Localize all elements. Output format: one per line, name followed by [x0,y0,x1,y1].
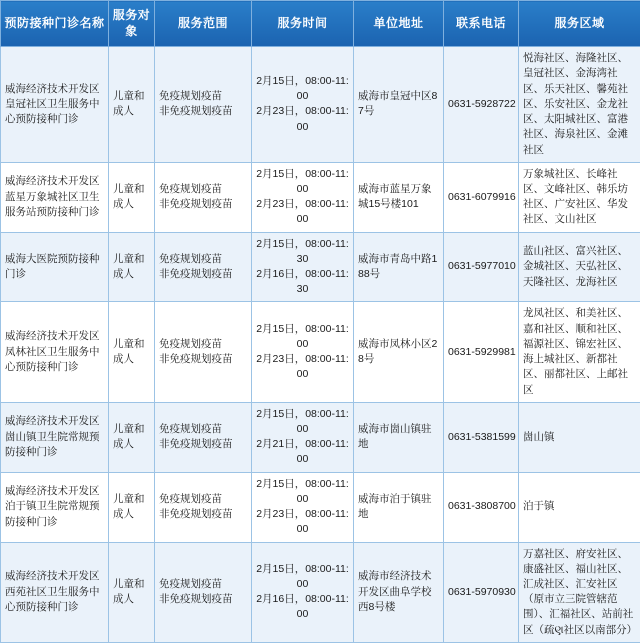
cell-service-scope [155,472,252,542]
cell-unit-address: 威海市泊于镇驻地 [354,472,444,542]
cell-service-time [252,542,354,642]
scope-line-2: 非免疫规划疫苗 [159,267,247,282]
cell-service-target: 儿童和成人 [109,232,155,302]
cell-service-time [252,402,354,472]
time-line-2: 2月23日，08:00-11:00 [256,352,349,382]
cell-contact-phone: 0631-3808700 [444,472,519,542]
cell-service-target: 儿童和成人 [109,402,155,472]
cell-service-area: 万嘉社区、府安社区、康盛社区、福山社区、汇成社区、汇安社区（原市立三院管辖范围）、汇福社区、站前社区（疏ણ社区以南部分） [519,542,640,642]
scope-line-1: 免疫规划疫苗 [159,182,247,197]
column-header-clinic-name: 预防接种门诊名称 [1,1,109,47]
cell-service-target: 儿童和成人 [109,542,155,642]
scope-line-1: 免疫规划疫苗 [159,89,247,104]
cell-clinic-name: 威海经济技术开发区蓝星万象城社区卫生服务站预防接种门诊 [1,162,109,232]
cell-service-time [252,232,354,302]
cell-service-scope [155,402,252,472]
column-header-service-target: 服务对象 [109,1,155,47]
cell-service-time [252,472,354,542]
table-row [1,472,640,542]
cell-service-area: 悦海社区、海隆社区、皇冠社区、金海湾社区、乐天社区、馨苑社区、乐安社区、金龙社区、太阳城社区、富港社区、海泉社区、金滩社区 [519,47,640,163]
scope-line-2: 非免疫规划疫苗 [159,352,247,367]
cell-service-area: 蓝山社区、富兴社区、金城社区、天弘社区、天隆社区、龙海社区 [519,232,640,302]
cell-service-scope [155,542,252,642]
scope-line-2: 非免疫规划疫苗 [159,507,247,522]
table-body [1,47,640,643]
time-line-1: 2月15日，08:00-11:00 [256,74,349,104]
cell-service-target: 儿童和成人 [109,162,155,232]
time-line-1: 2月15日，08:00-11:00 [256,477,349,507]
scope-line-1: 免疫规划疫苗 [159,492,247,507]
table-header [1,1,640,47]
cell-clinic-name: 威海经济技术开发区泊于镇卫生院常规预防接种门诊 [1,472,109,542]
cell-unit-address: 威海市蓝星万象城15号楼101 [354,162,444,232]
cell-service-target: 儿童和成人 [109,47,155,163]
cell-clinic-name: 威海经济技术开发区西苑社区卫生服务中心预防接种门诊 [1,542,109,642]
cell-unit-address: 威海市皇冠中区87号 [354,47,444,163]
cell-contact-phone: 0631-5381599 [444,402,519,472]
cell-contact-phone: 0631-6079916 [444,162,519,232]
time-line-1: 2月15日，08:00-11:00 [256,562,349,592]
scope-line-2: 非免疫规划疫苗 [159,437,247,452]
cell-service-area: 万象城社区、长峰社区、文峰社区、韩乐坊社区、广安社区、华发社区、文山社区 [519,162,640,232]
cell-clinic-name: 威海大医院预防接种门诊 [1,232,109,302]
scope-line-2: 非免疫规划疫苗 [159,592,247,607]
table-row [1,542,640,642]
cell-service-area: 龙凤社区、和美社区、嘉和社区、顺和社区、福源社区、锦宏社区、海上城社区、新都社区、丽都社区、上邮社区 [519,302,640,402]
time-line-1: 2月15日，08:00-11:00 [256,322,349,352]
cell-service-time [252,162,354,232]
cell-service-scope [155,302,252,402]
table-row [1,162,640,232]
cell-service-target: 儿童和成人 [109,472,155,542]
cell-contact-phone: 0631-5970930 [444,542,519,642]
column-header-contact-phone: 联系电话 [444,1,519,47]
scope-line-2: 非免疫规划疫苗 [159,197,247,212]
cell-service-scope [155,162,252,232]
scope-line-1: 免疫规划疫苗 [159,422,247,437]
time-line-1: 2月15日，08:00-11:30 [256,237,349,267]
cell-clinic-name: 威海经济技术开发区凤林社区卫生服务中心预防接种门诊 [1,302,109,402]
column-header-service-scope: 服务范围 [155,1,252,47]
cell-unit-address: 威海市崮山镇驻地 [354,402,444,472]
column-header-unit-address: 单位地址 [354,1,444,47]
cell-contact-phone: 0631-5928722 [444,47,519,163]
scope-line-1: 免疫规划疫苗 [159,337,247,352]
column-header-service-area: 服务区域 [519,1,640,47]
cell-service-area: 泊于镇 [519,472,640,542]
cell-unit-address: 威海市经济技术开发区曲阜学校西8号楼 [354,542,444,642]
table-row [1,302,640,402]
cell-service-time [252,47,354,163]
scope-line-1: 免疫规划疫苗 [159,577,247,592]
cell-service-area: 崮山镇 [519,402,640,472]
time-line-1: 2月15日，08:00-11:00 [256,407,349,437]
cell-clinic-name: 威海经济技术开发区崮山镇卫生院常规预防接种门诊 [1,402,109,472]
cell-contact-phone: 0631-5929981 [444,302,519,402]
cell-service-time [252,302,354,402]
time-line-2: 2月23日，08:00-11:00 [256,197,349,227]
cell-service-scope [155,47,252,163]
time-line-2: 2月16日，08:00-11:00 [256,592,349,622]
column-header-service-time: 服务时间 [252,1,354,47]
time-line-2: 2月23日，08:00-11:00 [256,507,349,537]
time-line-2: 2月23日，08:00-11:00 [256,104,349,134]
table-row [1,232,640,302]
table-row [1,47,640,163]
cell-contact-phone: 0631-5977010 [444,232,519,302]
table-header-row [1,1,640,47]
time-line-1: 2月15日，08:00-11:00 [256,167,349,197]
scope-line-1: 免疫规划疫苗 [159,252,247,267]
time-line-2: 2月16日，08:00-11:30 [256,267,349,297]
cell-service-scope [155,232,252,302]
scope-line-2: 非免疫规划疫苗 [159,104,247,119]
time-line-2: 2月21日，08:00-11:00 [256,437,349,467]
cell-unit-address: 威海市凤林小区28号 [354,302,444,402]
cell-unit-address: 威海市青岛中路188号 [354,232,444,302]
cell-clinic-name: 威海经济技术开发区皇冠社区卫生服务中心预防接种门诊 [1,47,109,163]
cell-service-target: 儿童和成人 [109,302,155,402]
table-row [1,402,640,472]
